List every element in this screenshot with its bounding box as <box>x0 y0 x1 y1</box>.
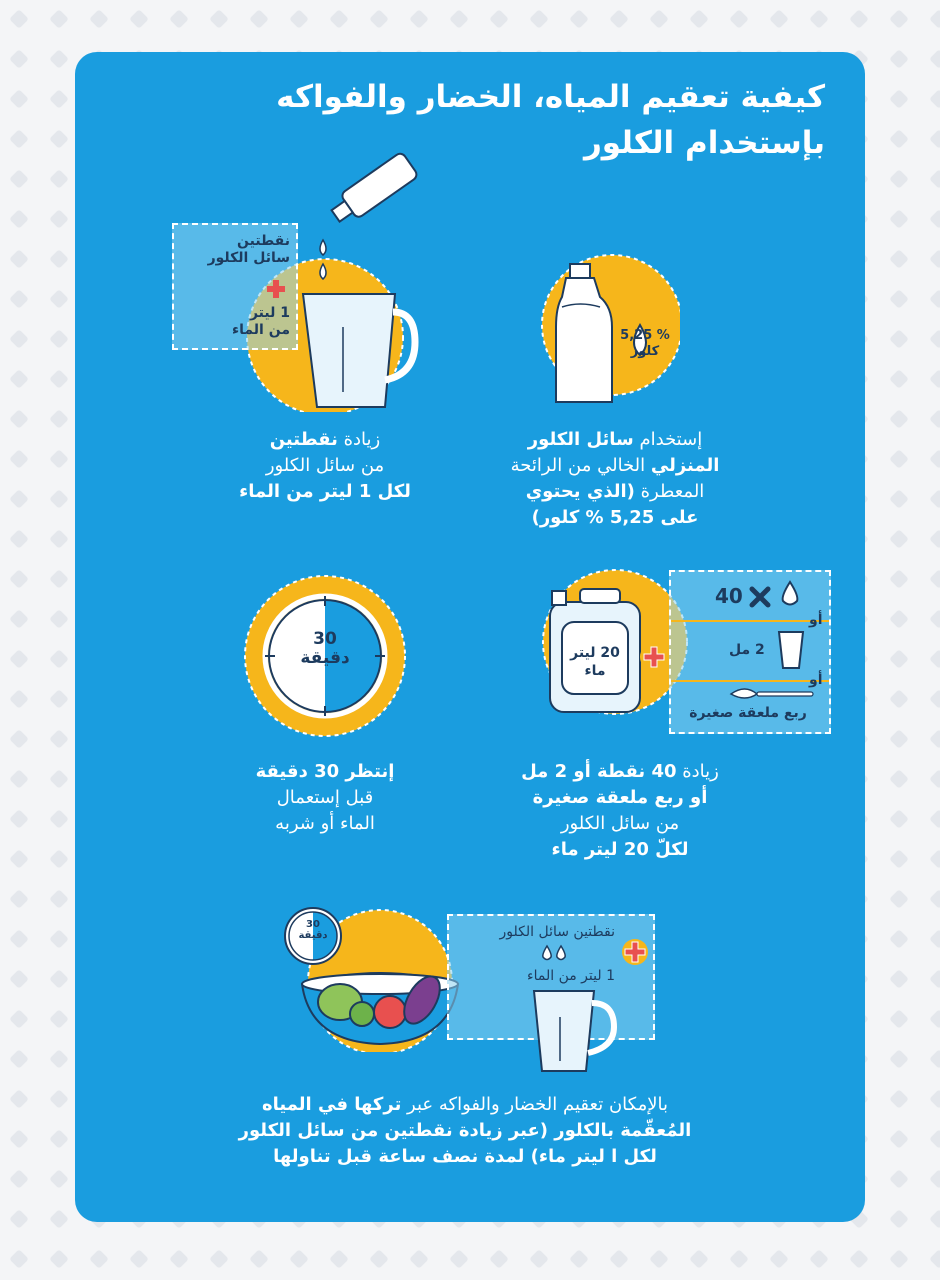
step3-text: زيادة 40 نقطة أو 2 مل أو ربع ملعقة صغيرة من سائل الكلور لكلّ 20 ليتر ماء <box>521 761 719 860</box>
bleach-bottle-illustration <box>540 237 680 412</box>
plus-icon <box>621 938 649 966</box>
step1-text: إستخدام سائل الكلور المنزلي الخالي من الرائحة المعطرة (الذي يحتوي على 5,25 % كلور) <box>510 429 720 528</box>
cup-icon <box>777 630 805 674</box>
step4-text: إنتظر 30 دقيقة قبل إستعمال الماء أو شربه <box>255 761 395 834</box>
plus-icon <box>639 642 669 672</box>
drops-icon <box>539 944 569 966</box>
page-title: كيفية تعقيم المياه، الخضار والفواكه بإستخدام الكلور <box>276 79 825 161</box>
clock-label: 30 دقيقة <box>300 629 350 668</box>
measuring-jug-icon <box>530 987 620 1075</box>
dosage-options-box: 40 أو 2 مل أو ربع ملعقة صغيرة <box>669 570 831 734</box>
jug-recipe-box: نقطتين سائل الكلور 1 ليتر من الماء <box>172 223 298 350</box>
bottle-label: % 5,25 كلور <box>620 328 670 359</box>
drop-icon <box>779 580 801 612</box>
plus-icon <box>266 279 286 299</box>
infographic-card <box>75 52 865 1222</box>
step5-text: بالإمكان تعقيم الخضار والفواكه عبر تركها في المياه المُعقّمة بالكلور (عبر زيادة نقطتين من سائل الكلور لكل ا ليتر ماء) لمدة نصف ساعة قبل تناولها <box>238 1094 692 1167</box>
multiply-icon <box>749 586 771 612</box>
drops-count: 40 <box>715 584 743 608</box>
jerrycan-label: 20 ليتر ماء <box>570 645 620 679</box>
spoon-icon <box>727 686 817 706</box>
bowl-recipe-box: نقطتين سائل الكلور 1 ليتر من الماء <box>447 914 655 1040</box>
small-clock-label: 30 دقيقة <box>298 919 328 941</box>
step2-text: زيادة نقطتين من سائل الكلور لكل 1 ليتر من الماء <box>239 429 411 502</box>
